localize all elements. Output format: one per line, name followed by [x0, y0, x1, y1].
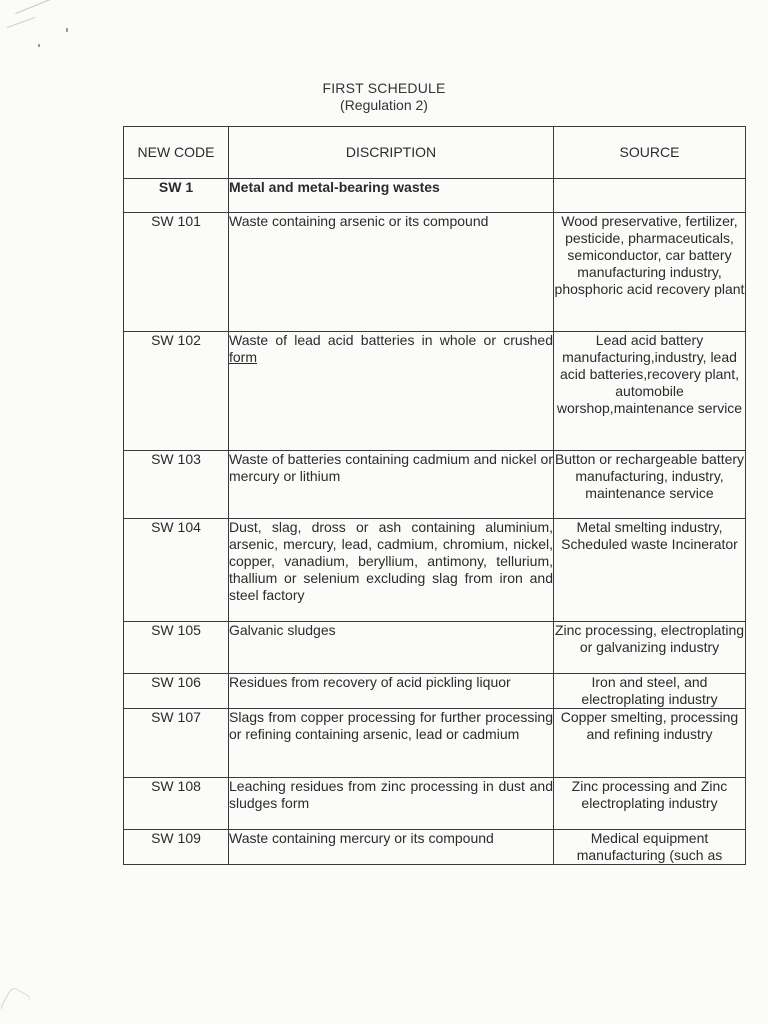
- row-description: Dust, slag, dross or ash containing aluminium, arsenic, mercury, lead, cadmium, chromium, nickel, copper, vanadium, beryllium, antimony, tellurium, thallium or selenium excluding slag from iron and steel factory: [229, 519, 554, 622]
- row-code: SW 103: [124, 451, 229, 519]
- row-code: SW 109: [124, 830, 229, 865]
- row-description: Metal and metal-bearing wastes: [229, 179, 554, 213]
- table-row: [124, 778, 746, 830]
- scan-speck: [38, 44, 40, 47]
- table-row: [124, 674, 746, 709]
- row-description: Waste containing arsenic or its compound: [229, 213, 554, 332]
- row-source: [554, 179, 746, 213]
- row-description: Waste of batteries containing cadmium and nickel or mercury or lithium: [229, 451, 554, 519]
- table-row: [124, 519, 746, 622]
- row-code: SW 108: [124, 778, 229, 830]
- row-source: Lead acid battery manufacturing,industry, lead acid batteries,recovery plant, automobile worshop,maintenance service: [554, 332, 746, 451]
- schedule-title: FIRST SCHEDULE: [322, 80, 446, 96]
- row-code: SW 102: [124, 332, 229, 451]
- row-description: Galvanic sludges: [229, 622, 554, 674]
- row-description-text: Waste of lead acid batteries in whole or crushed: [229, 332, 553, 348]
- row-description-underlined: form: [229, 349, 257, 365]
- row-description: Waste containing mercury or its compound: [229, 830, 554, 865]
- row-code: SW 105: [124, 622, 229, 674]
- row-code: SW 1: [124, 179, 229, 213]
- row-source: Metal smelting industry, Scheduled waste Incinerator: [554, 519, 746, 622]
- table-row: [124, 451, 746, 519]
- row-source: Iron and steel, and electroplating industry: [554, 674, 746, 709]
- scan-smudge: [15, 0, 51, 14]
- row-source: Zinc processing and Zinc electroplating industry: [554, 778, 746, 830]
- table-row: [124, 709, 746, 778]
- table-row: [124, 179, 746, 213]
- row-source: Medical equipment manufacturing (such as: [554, 830, 746, 865]
- table-row: [124, 332, 746, 451]
- row-description: Residues from recovery of acid pickling liquor: [229, 674, 554, 709]
- row-description: [229, 332, 554, 451]
- table-row: [124, 830, 746, 865]
- row-source: Copper smelting, processing and refining industry: [554, 709, 746, 778]
- table-row: [124, 622, 746, 674]
- schedule-subtitle: (Regulation 2): [340, 97, 428, 113]
- column-header-source: SOURCE: [554, 127, 746, 179]
- row-code: SW 106: [124, 674, 229, 709]
- scan-smudge: [0, 986, 32, 1021]
- row-code: SW 107: [124, 709, 229, 778]
- row-source: Zinc processing, electroplating or galvanizing industry: [554, 622, 746, 674]
- row-code: SW 104: [124, 519, 229, 622]
- waste-schedule-table: [123, 126, 746, 865]
- scan-speck: [66, 28, 68, 32]
- scan-smudge: [7, 17, 36, 28]
- row-description: Leaching residues from zinc processing in dust and sludges form: [229, 778, 554, 830]
- row-source: Button or rechargeable battery manufacturing, industry, maintenance service: [554, 451, 746, 519]
- row-source: Wood preservative, fertilizer, pesticide, pharmaceuticals, semiconductor, car battery manufacturing industry, phosphoric acid recovery plant: [554, 213, 746, 332]
- column-header-code: NEW CODE: [124, 127, 229, 179]
- table-row: [124, 213, 746, 332]
- table-header-row: [124, 127, 746, 179]
- row-description: Slags from copper processing for further processing or refining containing arsenic, lead or cadmium: [229, 709, 554, 778]
- row-code: SW 101: [124, 213, 229, 332]
- column-header-description: DISCRIPTION: [229, 127, 554, 179]
